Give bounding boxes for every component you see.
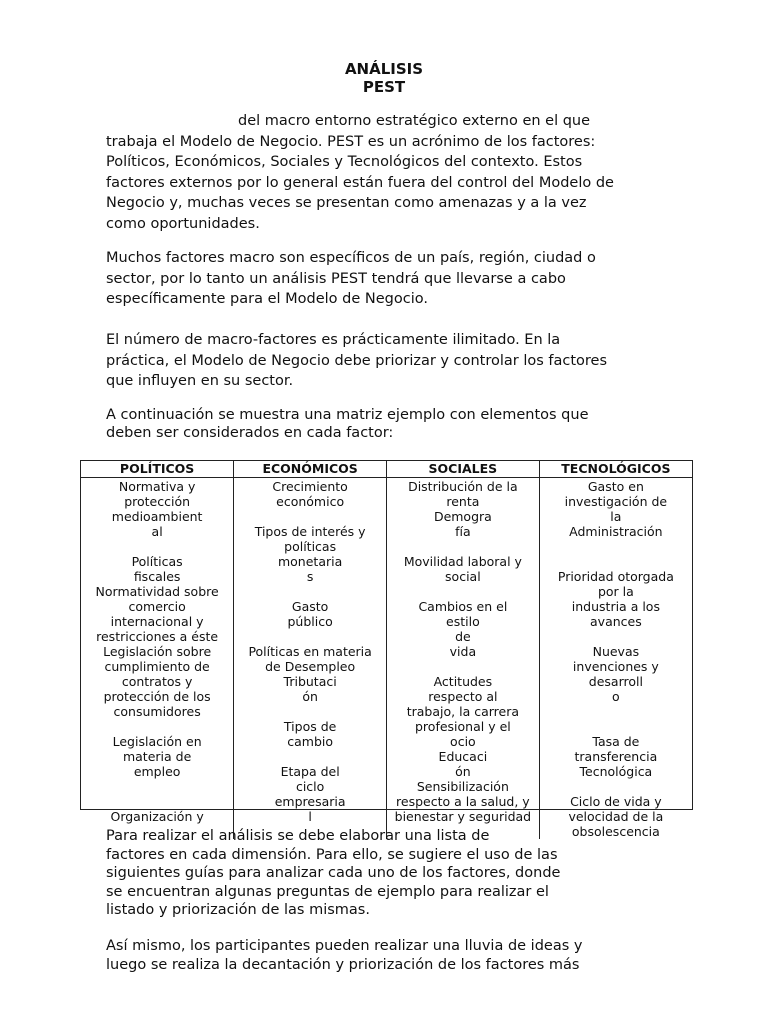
paragraph-line: del macro entorno estratégico externo en el que [238,113,591,129]
paragraph-line: A continuación se muestra una matriz ejemplo con elementos que [106,407,589,423]
paragraph-line: práctica, el Modelo de Negocio debe priorizar y controlar los factores [106,352,608,369]
header-politicos: POLÍTICOS [81,461,234,478]
paragraph-macro-factors [106,330,668,392]
paragraph-line: específicamente para el Modelo de Negocio. [106,291,428,307]
paragraph-line: listado y priorización de las mismas. [106,902,370,918]
cell-economicos: Crecimiento económico Tipos de interés y políticas monetaria s Gasto público Políticas en materia de Desempleo Tributaci ón Tipos de cambio Etapa del ciclo empresaria l [234,478,387,840]
paragraph-matrix-intro [106,406,668,442]
cell-sociales: Distribución de la renta Demogra fía Movilidad laboral y social Cambios en el estilo de vida Actitudes respecto al trabajo, la carrera profesional y el ocio Educaci ón Sensibilización respecto a la salud, y bienestar y seguridad [387,478,540,840]
paragraph-line: deben ser considerados en cada factor: [106,425,394,441]
paragraph-line: se encuentran algunas preguntas de ejemplo para realizar el [106,883,549,900]
paragraph-line: Así mismo, los participantes pueden realizar una lluvia de ideas y [106,938,583,954]
paragraph-line: siguientes guías para analizar cada uno de los factores, donde [106,865,561,881]
paragraph-line: que influyen en su sector. [106,373,294,389]
paragraph-line: sector, por lo tanto un análisis PEST tendrá que llevarse a cabo [106,270,566,287]
paragraph-line: Políticos, Económicos, Sociales y Tecnológicos del contexto. Estos [106,154,583,170]
paragraph-line: como oportunidades. [106,215,260,232]
paragraph-line: El número de macro-factores es prácticamente ilimitado. En la [106,332,561,348]
header-economicos: ECONÓMICOS [234,461,387,478]
cell-tecnologicos: Gasto en investigación de la Administración Prioridad otorgada por la industria a los avances Nuevas invenciones y desarroll o Tasa de transferencia Tecnológica Ciclo de vida y velocidad de la obsolescencia [557,479,674,839]
document-title [0,60,768,96]
paragraph-line: factores en cada dimensión. Para ello, se sugiere el uso de las [106,846,558,863]
header-sociales: SOCIALES [387,461,540,478]
paragraph-intro [106,111,668,234]
title-line-2: PEST [362,78,406,96]
paragraph-line: Muchos factores macro son específicos de un país, región, ciudad o [106,250,596,266]
paragraph-line: trabaja el Modelo de Negocio. PEST es un acrónimo de los factores: [106,133,596,150]
table-header-row [81,461,692,478]
paragraph-line: factores externos por lo general están fuera del control del Modelo de [106,174,614,191]
paragraph-line: Para realizar el análisis se debe elaborar una lista de [106,828,490,844]
paragraph-brainstorm [106,937,668,974]
header-tecnologicos: TECNOLÓGICOS [539,461,692,478]
table-row [81,478,692,840]
paragraph-line: Negocio y, muchas veces se presentan como amenazas y a la vez [106,195,587,211]
paragraph-line: luego se realiza la decantación y priorización de los factores más [106,956,580,973]
paragraph-factors [106,248,668,310]
cell-politicos: Normativa y protección medioambient al Políticas fiscales Normatividad sobre comercio internacional y restricciones a éste Legislación sobre cumplimiento de contratos y protección de los consumidores Legislación en materia de empleo Organización y [81,478,234,840]
paragraph-analysis [106,827,668,920]
title-line-1: ANÁLISIS [344,60,424,78]
